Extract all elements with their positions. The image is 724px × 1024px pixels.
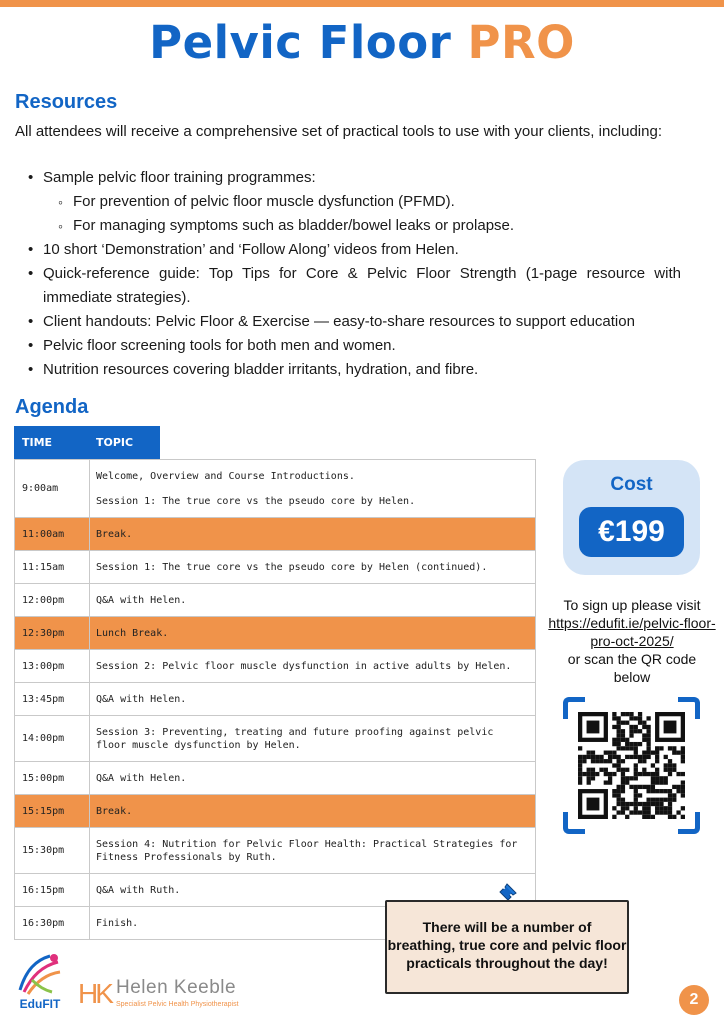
column-header-time: TIME — [22, 436, 53, 449]
agenda-row — [15, 716, 536, 762]
agenda-time: 16:15pm — [15, 874, 90, 907]
qr-code-icon — [578, 712, 685, 819]
agenda-topic — [90, 551, 536, 584]
agenda-row — [15, 551, 536, 584]
agenda-topic — [90, 683, 536, 716]
edufit-logo-text: EduFIT — [19, 997, 61, 1011]
resource-item-text: Nutrition resources covering bladder irritants, hydration, and fibre. — [43, 361, 479, 378]
price-badge: €199 — [579, 507, 684, 557]
resource-subitem: ◦ For prevention of pelvic floor muscle dysfunction (PFMD). — [43, 190, 681, 214]
agenda-topic-line: Finish. — [96, 917, 139, 929]
agenda-row — [15, 460, 536, 518]
helen-keeble-logo — [78, 976, 258, 1016]
agenda-row — [15, 762, 536, 795]
agenda-row — [15, 683, 536, 716]
resource-item — [25, 310, 681, 334]
signup-text: To sign up please visit — [563, 597, 701, 613]
resource-item-text: Quick-reference guide: Top Tips for Core & Pelvic Floor Strength (1-page resource with immediate strategies). — [43, 265, 681, 306]
agenda-topic — [90, 518, 536, 551]
agenda-topic-line: Q&A with Helen. — [96, 772, 187, 784]
agenda-topic-line: Q&A with Helen. — [96, 693, 187, 705]
cost-card — [563, 460, 700, 575]
resource-item-text: Sample pelvic floor training programmes: — [43, 169, 316, 186]
agenda-time: 15:00pm — [15, 762, 90, 795]
page-title — [0, 14, 724, 72]
agenda-topic-line: Session 1: The true core vs the pseudo core by Helen. — [96, 495, 416, 507]
agenda-topic-line: Session 4: Nutrition for Pelvic Floor Health: Practical Strategies for Fitness Professionals by Ruth. — [96, 838, 518, 863]
agenda-time: 11:15am — [15, 551, 90, 584]
agenda-heading: Agenda — [15, 396, 89, 418]
page-number: 2 — [679, 985, 709, 1015]
agenda-topic — [90, 828, 536, 874]
agenda-row — [15, 795, 536, 828]
top-accent-bar — [0, 0, 724, 7]
resource-item-text: 10 short ‘Demonstration’ and ‘Follow Along’ videos from Helen. — [43, 241, 459, 258]
agenda-time: 11:00am — [15, 518, 90, 551]
resource-item — [25, 166, 681, 238]
agenda-time: 15:15pm — [15, 795, 90, 828]
agenda-time: 15:30pm — [15, 828, 90, 874]
edufit-logo — [14, 950, 66, 1014]
agenda-topic-line: Q&A with Helen. — [96, 594, 187, 606]
resources-list — [25, 166, 681, 382]
resource-subitem: ◦ For managing symptoms such as bladder/bowel leaks or prolapse. — [43, 214, 681, 238]
agenda-topic-line: Session 1: The true core vs the pseudo core by Helen (continued). — [96, 561, 488, 573]
resource-subitems — [43, 190, 681, 238]
agenda-time: 13:45pm — [15, 683, 90, 716]
resource-item — [25, 238, 681, 262]
agenda-row — [15, 828, 536, 874]
agenda-topic — [90, 460, 536, 518]
hk-logo-subtitle: Specialist Pelvic Health Physiotherapist — [116, 1001, 239, 1008]
hk-logo-name: Helen Keeble — [116, 977, 237, 998]
agenda-topic-line: Q&A with Ruth. — [96, 884, 181, 896]
agenda-time: 14:00pm — [15, 716, 90, 762]
qr-code-frame[interactable] — [563, 697, 700, 834]
agenda-topic-line: Break. — [96, 805, 133, 817]
agenda-time: 12:30pm — [15, 617, 90, 650]
agenda-topic — [90, 617, 536, 650]
resource-item-text: Pelvic floor screening tools for both men and women. — [43, 337, 396, 354]
agenda-topic — [90, 584, 536, 617]
resource-item-text: Client handouts: Pelvic Floor & Exercise — easy-to-share resources to support education — [43, 313, 635, 330]
agenda-time: 12:00pm — [15, 584, 90, 617]
resource-item — [25, 262, 681, 310]
agenda-topic-line: Session 2: Pelvic floor muscle dysfunction in active adults by Helen. — [96, 660, 512, 672]
agenda-topic-line: Welcome, Overview and Course Introductions. — [96, 470, 355, 482]
agenda-time: 9:00am — [15, 460, 90, 518]
column-header-topic: TOPIC — [96, 436, 134, 449]
agenda-topic-line: Lunch Break. — [96, 627, 169, 639]
cost-label: Cost — [610, 474, 653, 495]
resource-item — [25, 358, 681, 382]
agenda-topic — [90, 795, 536, 828]
hk-monogram: HK — [78, 978, 111, 1009]
resources-intro: All attendees will receive a comprehensive set of practical tools to use with your clients, including: — [15, 123, 662, 140]
title-accent: PRO — [467, 16, 575, 69]
signup-link[interactable]: https://edufit.ie/pelvic-floor-pro-oct-2025/ — [548, 615, 716, 649]
agenda-time: 13:00pm — [15, 650, 90, 683]
agenda-topic — [90, 716, 536, 762]
agenda-topic — [90, 650, 536, 683]
agenda-table-header — [14, 426, 160, 459]
signup-qr-text: or scan the QR code below — [567, 651, 697, 685]
title-main: Pelvic Floor — [149, 16, 452, 69]
practicals-note: There will be a number of breathing, true core and pelvic floor practicals throughout the day! — [385, 900, 629, 994]
agenda-table — [14, 459, 536, 940]
agenda-row — [15, 584, 536, 617]
resources-heading: Resources — [15, 91, 118, 113]
agenda-time: 16:30pm — [15, 907, 90, 940]
resource-item — [25, 334, 681, 358]
agenda-topic — [90, 762, 536, 795]
signup-info — [548, 596, 716, 686]
agenda-topic-line: Session 3: Preventing, treating and future proofing against pelvic floor muscle dysfunction by Helen. — [96, 726, 494, 751]
agenda-row — [15, 617, 536, 650]
agenda-topic-line: Break. — [96, 528, 133, 540]
agenda-row — [15, 650, 536, 683]
agenda-row — [15, 518, 536, 551]
edufit-logo-icon — [14, 950, 66, 998]
